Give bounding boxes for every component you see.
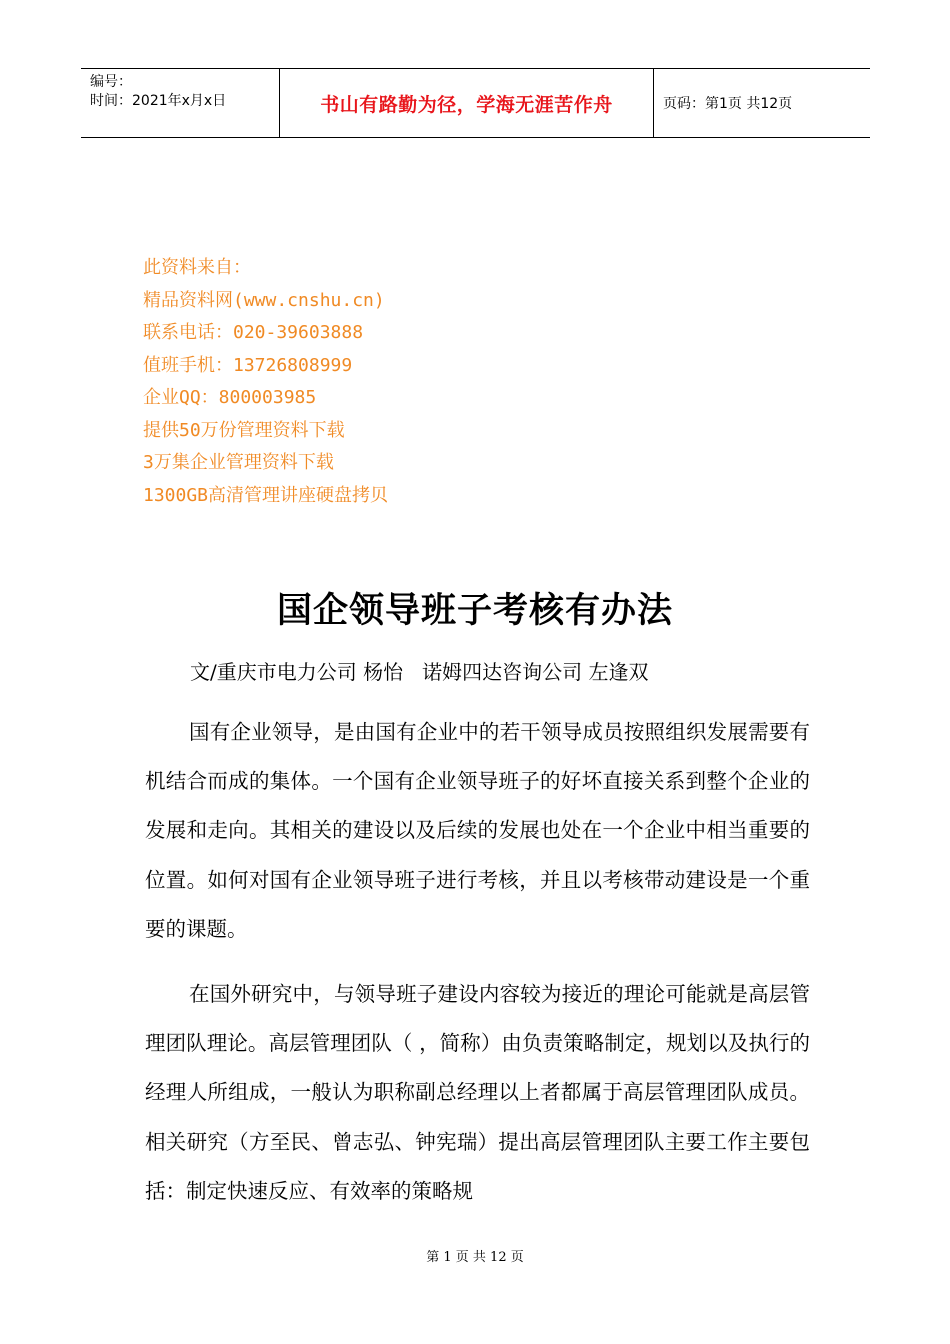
source-line: 此资料来自：	[143, 257, 251, 278]
article-author: 文/重庆市电力公司 杨怡 诺姆四达咨询公司 左逢双	[190, 660, 649, 684]
source-line-phone: 联系电话：020-39603888	[143, 322, 364, 343]
header-page-code: 页码：第1页 共12页	[663, 96, 793, 112]
header-number-label: 编号：	[90, 74, 132, 90]
page-footer: 第 1 页 共 12 页	[426, 1250, 524, 1265]
header-time-label: 时间：2021年x月x日	[90, 93, 227, 109]
source-line: 提供50万份管理资料下载	[143, 419, 345, 441]
source-line-mobile: 值班手机：13726808999	[143, 354, 353, 376]
source-line-qq: 企业QQ：800003985	[143, 387, 317, 408]
article-paragraph: 国有企业领导，是由国有企业中的若干领导成员按照组织发展需要有机结合而成的集体。一个国有企业领导班子的好坏直接关系到整个企业的发展和走向。其相关的建设以及后续的发展也处在一个企业中相当重要的位置。如何对国有企业领导班子进行考核，并且以考核带动建设是一个重要的课题。	[145, 720, 810, 941]
page-header	[81, 68, 870, 138]
article-title: 国企领导班子考核有办法	[276, 590, 673, 631]
source-line: 1300GB高清管理讲座硬盘拷贝	[143, 484, 389, 506]
source-line-website: 精品资料网(www.cnshu.cn)	[143, 289, 385, 311]
header-meta	[81, 69, 280, 137]
header-motto: 书山有路勤为径，学海无涯苦作舟	[280, 69, 654, 137]
source-info-block	[143, 252, 388, 512]
article-paragraph: 在国外研究中，与领导班子建设内容较为接近的理论可能就是高层管理团队理论。高层管理团队（ ，简称）由负责策略制定，规划以及执行的经理人所组成，一般认为职称副总经理以上者都属于高层管理团队成员。相关研究（方至民、曾志弘、钟宪瑞）提出高层管理团队主要工作主要包括：制定快速反应、有效率的策略规	[145, 982, 810, 1203]
source-line: 3万集企业管理资料下载	[143, 452, 334, 473]
